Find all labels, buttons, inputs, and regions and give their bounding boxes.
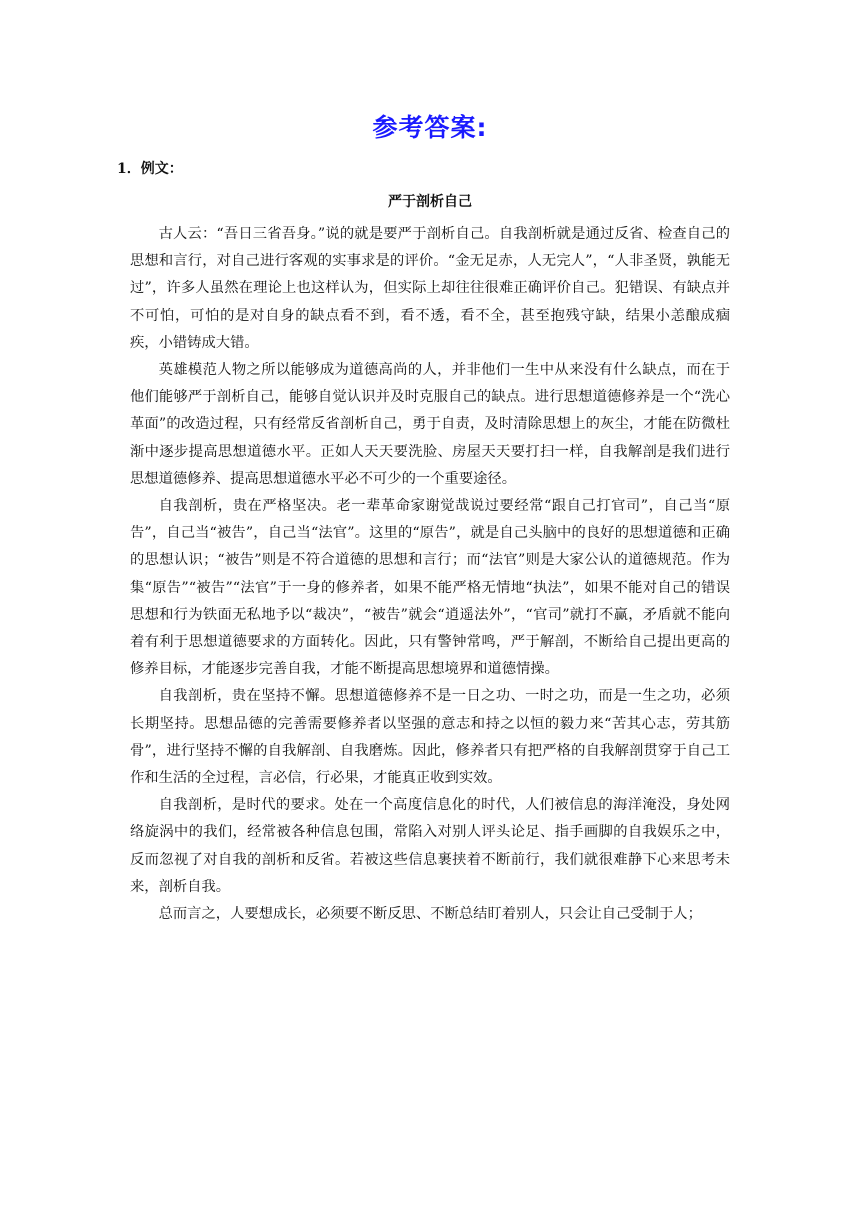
essay-body (130, 221, 730, 928)
paragraph: 自我剖析，贵在严格坚决。老一辈革命家谢觉哉说过要经常“跟自己打官司”，自己当“原告”，自己当“被告”，自己当“法官”。这里的“原告”，就是自己头脑中的良好的思想道德和正确的思想认识；“被告”则是不符合道德的思想和言行；而“法官”则是大家公认的道德规范。作为集“原告”“被告”“法官”于一身的修养者，如果不能严格无情地“执法”，如果不能对自己的错误思想和行为铁面无私地予以“裁决”，“被告”就会“逍遥法外”，“官司”就打不赢，矛盾就不能向着有利于思想道德要求的方面转化。因此，只有警钟常鸣，严于解剖，不断给自己提出更高的修养目标，才能逐步完善自我，才能不断提高思想境界和道德情操。 (130, 498, 730, 678)
paragraph: 自我剖析，贵在坚持不懈。思想道德修养不是一日之功、一时之功，而是一生之功，必须长期坚持。思想品德的完善需要修养者以坚强的意志和持之以恒的毅力来“苦其心志，劳其筋骨”，进行坚持不懈的自我解剖、自我磨炼。因此，修养者只有把严格的自我解剖贯穿于自己工作和生活的全过程，言必信，行必果，才能真正收到实效。 (130, 688, 730, 787)
item-label: 1．例文： (117, 161, 183, 177)
essay-title: 严于剖析自己 (388, 194, 472, 210)
answer-heading: 参考答案: (372, 113, 488, 142)
paragraph: 古人云：“吾日三省吾身。”说的就是要严于剖析自己。自我剖析就是通过反省、检查自己的思想和言行，对自己进行客观的实事求是的评价。“金无足赤，人无完人”，“人非圣贤，孰能无过”，许多人虽然在理论上也这样认为，但实际上却往往很难正确评价自己。犯错误、有缺点并不可怕，可怕的是对自身的缺点看不到，看不透，看不全，甚至抱残守缺，结果小恙酿成痼疾，小错铸成大错。 (130, 226, 730, 351)
paragraph: 英雄模范人物之所以能够成为道德高尚的人，并非他们一生中从来没有什么缺点，而在于他们能够严于剖析自己，能够自觉认识并及时克服自己的缺点。进行思想道德修养是一个“洗心革面”的改造过程，只有经常反省剖析自己，勇于自责，及时清除思想上的灰尘，才能在防微杜渐中逐步提高思想道德水平。正如人天天要洗脸、房屋天天要打扫一样，自我解剖是我们进行思想道德修养、提高思想道德水平必不可少的一个重要途径。 (130, 362, 730, 487)
paragraph: 总而言之，人要想成长，必须要不断反思、不断总结盯着别人，只会让自己受制于人； (158, 906, 702, 923)
paragraph: 自我剖析，是时代的要求。处在一个高度信息化的时代，人们被信息的海洋淹没，身处网络旋涡中的我们，经常被各种信息包围，常陷入对别人评头论足、指手画脚的自我娱乐之中，反而忽视了对自我的剖析和反省。若被这些信息裹挟着不断前行，我们就很难静下心来思考未来，剖析自我。 (130, 797, 730, 895)
